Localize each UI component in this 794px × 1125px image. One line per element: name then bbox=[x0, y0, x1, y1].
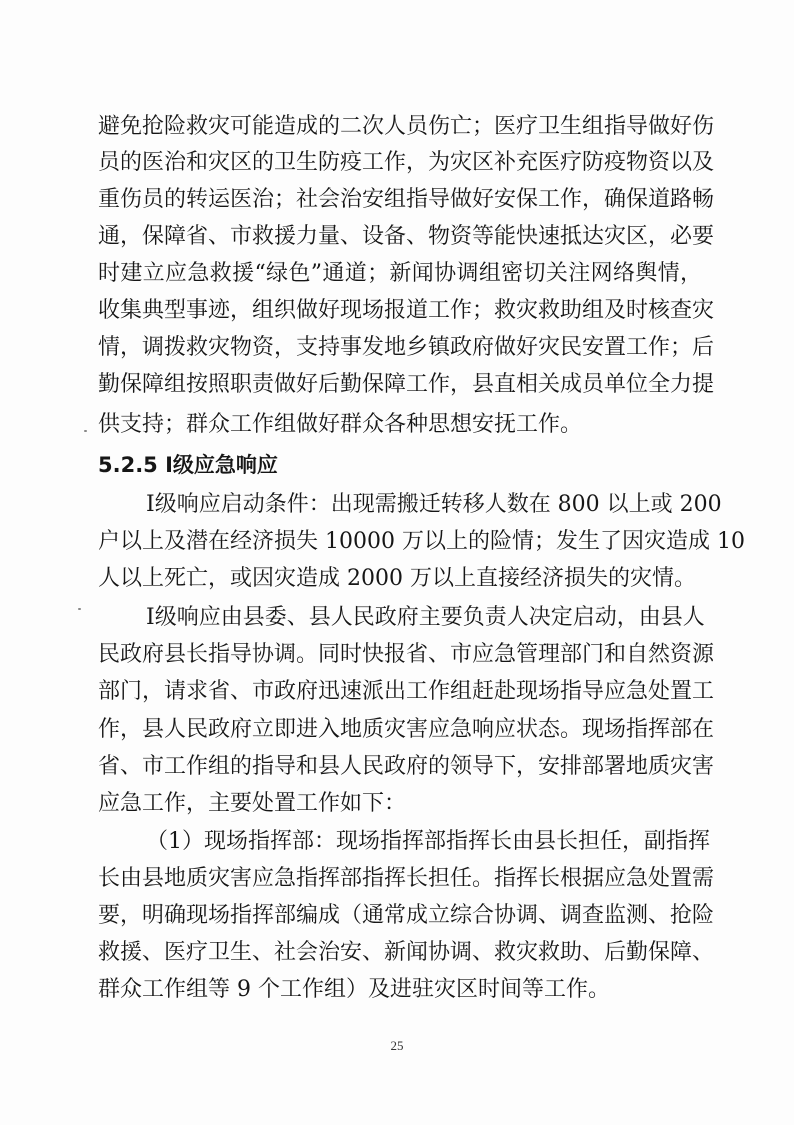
para3-line-2: 民政府县长指导协调。同时快报省、市应急管理部门和自然资源 bbox=[98, 642, 715, 667]
scan-speck bbox=[84, 430, 87, 432]
para1-line-6: 收集典型事迹，组织做好现场报道工作；救灾救助组及时核查灾 bbox=[98, 298, 715, 323]
para2-line-1: Ⅰ级响应启动条件：出现需搬迁转移人数在 800 以上或 200 bbox=[146, 492, 722, 517]
para1-line-3: 重伤员的转运医治；社会治安组指导做好安保工作，确保道路畅 bbox=[98, 187, 715, 212]
para4-line-4: 救援、医疗卫生、社会治安、新闻协调、救灾救助、后勤保障、 bbox=[98, 940, 715, 965]
para4-line-3: 要，明确现场指挥部编成（通常成立综合协调、调查监测、抢险 bbox=[98, 903, 715, 928]
para3-line-5: 省、市工作组的指导和县人民政府的领导下，安排部署地质灾害 bbox=[98, 754, 715, 779]
para3-line-1: Ⅰ级响应由县委、县人民政府主要负责人决定启动，由县人 bbox=[146, 605, 705, 630]
para1-line-1: 避免抢险救灾可能造成的二次人员伤亡；医疗卫生组指导做好伤 bbox=[98, 114, 715, 139]
para1-line-2: 员的医治和灾区的卫生防疫工作，为灾区补充医疗防疫物资以及 bbox=[98, 150, 715, 175]
para1-line-8: 勤保障组按照职责做好后勤保障工作，县直相关成员单位全力提 bbox=[98, 372, 715, 397]
para1-line-9: 供支持；群众工作组做好群众各种思想安抚工作。 bbox=[98, 412, 583, 437]
para3-line-6: 应急工作，主要处置工作如下： bbox=[98, 791, 407, 816]
para3-line-3: 部门，请求省、市政府迅速派出工作组赶赴现场指导应急处置工 bbox=[98, 679, 715, 704]
para1-line-7: 情，调拨救灾物资，支持事发地乡镇政府做好灾民安置工作；后 bbox=[98, 335, 715, 360]
page-number: 25 bbox=[390, 1038, 404, 1053]
para4-line-5: 群众工作组等 9 个工作组）及进驻灾区时间等工作。 bbox=[98, 977, 610, 1002]
para3-line-4: 作，县人民政府立即进入地质灾害应急响应状态。现场指挥部在 bbox=[98, 717, 715, 742]
para4-line-1: （1）现场指挥部：现场指挥部指挥长由县长担任，副指挥 bbox=[146, 829, 710, 854]
para2-line-3: 人以上死亡，或因灾造成 2000 万以上直接经济损失的灾情。 bbox=[98, 566, 696, 591]
section-heading: 5.2.5 Ⅰ级应急响应 bbox=[98, 453, 278, 477]
para2-line-2: 户以上及潜在经济损失 10000 万以上的险情；发生了因灾造成 10 bbox=[98, 529, 745, 554]
para1-line-5: 时建立应急救援“绿色”通道；新闻协调组密切关注网络舆情， bbox=[98, 261, 702, 286]
para1-line-4: 通，保障省、市救援力量、设备、物资等能快速抵达灾区，必要 bbox=[98, 224, 715, 249]
para4-line-2: 长由县地质灾害应急指挥部指挥长担任。指挥长根据应急处置需 bbox=[98, 866, 715, 891]
scan-speck bbox=[78, 608, 81, 610]
